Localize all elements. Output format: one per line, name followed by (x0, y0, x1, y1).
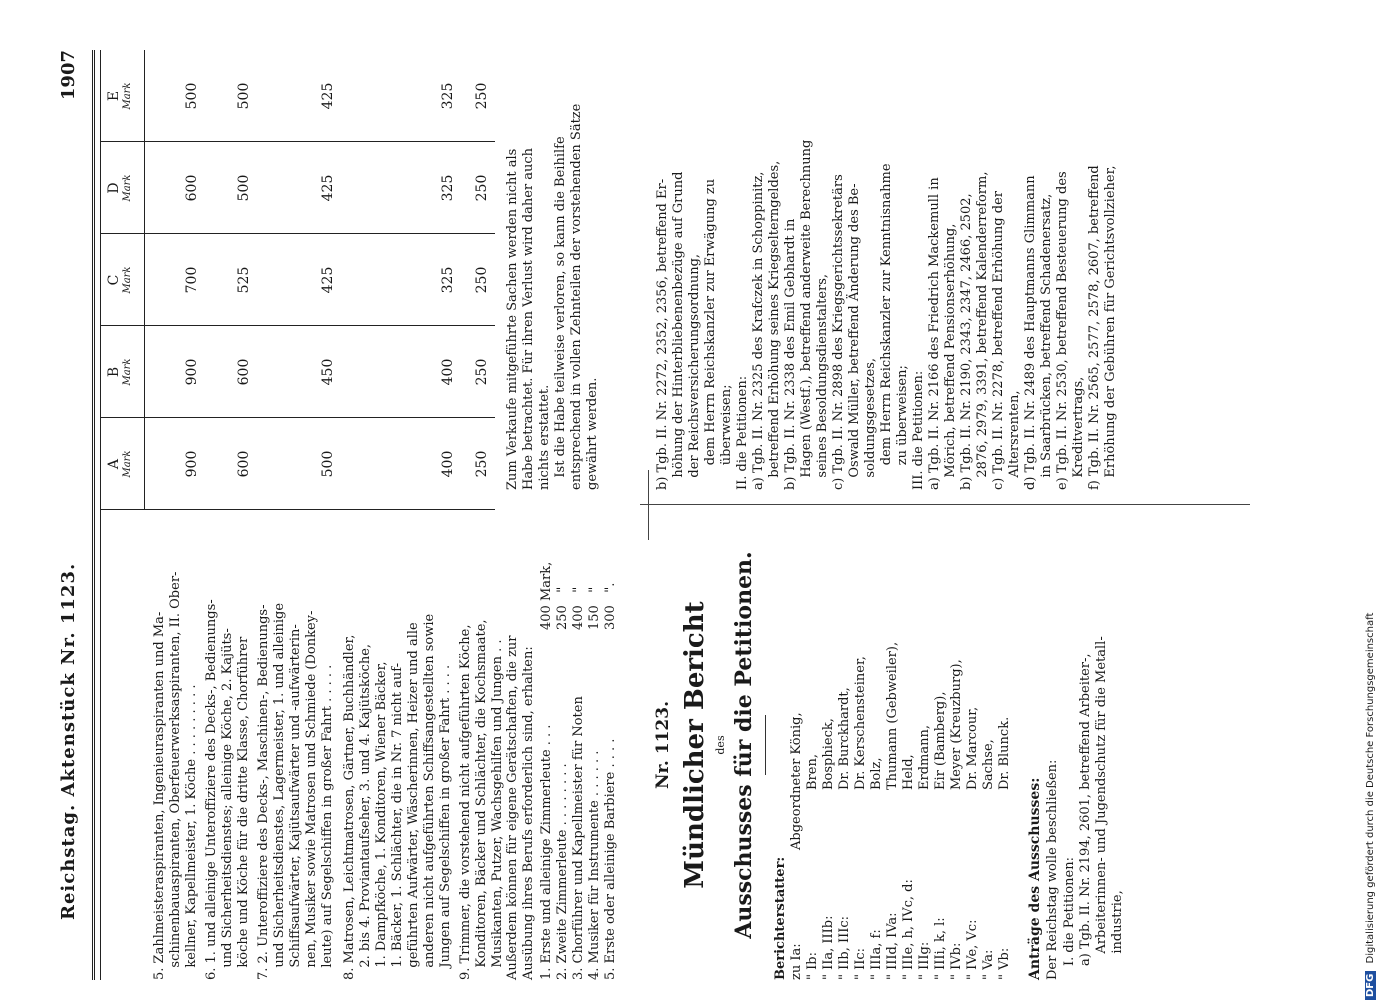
table-col-divider (100, 325, 495, 326)
table-row: 6. 1. und alleinige Unteroffiziere des Decks-, Bedienungs- und Sicherheitsdienstes; alleinige Köche, 2. Kajüts- köche und Köche für die dritte Klasse, Chorführer (204, 599, 251, 980)
table-top-rule (100, 50, 101, 980)
column-separator (640, 504, 1250, 505)
table-cell: 400 (440, 450, 456, 478)
table-col-divider (100, 509, 495, 510)
table-cell: 425 (320, 82, 336, 110)
reporter-key: " IIIi, k, l: (933, 917, 948, 980)
reporter-name: Held, (901, 754, 916, 790)
report-section (655, 510, 1126, 980)
loss-paragraph: Zum Verkaufe mitgeführte Sachen werden nicht als Habe betrachtet. Für ihren Verlust wird daher auch nichts erstattet. Ist die Habe teilweise verloren, so kann die Beihilfe entsprechend in vollen Zehnteilen der vorstehenden Sätze gewährt werden. (505, 103, 600, 490)
page-number: 1907 (58, 50, 79, 101)
table-header-rule (144, 50, 145, 510)
running-title: Reichstag. Aktenstück Nr. 1123. (58, 562, 79, 920)
table-cell: 250 (474, 358, 490, 386)
table-cell: 325 (440, 82, 456, 110)
reporter-name: Meyer (Kreuzburg), (949, 659, 964, 790)
table-cell: 900 (184, 358, 200, 386)
table-cell: 500 (236, 174, 252, 202)
table-cell: 600 (184, 174, 200, 202)
reporter-name: Dr. Burckhardt, (837, 687, 852, 790)
reporter-name: Bolz, (869, 757, 884, 790)
table-cell: 525 (236, 266, 252, 294)
reporter-name: Abgeordneter König, (789, 712, 804, 850)
table-cell: 900 (184, 450, 200, 478)
motions-item-a: a) Tgb. II. Nr. 2194, 2601, betreffend Arbeiter-, Arbeiterinnen- und Jugendschutz für die Metall- industrie, (1078, 636, 1125, 966)
list-item-amount: 400 " (571, 586, 586, 630)
report-des: des (714, 735, 727, 755)
table-cell: 500 (236, 82, 252, 110)
reporter-key: " IVe, Vc: (965, 919, 980, 980)
reporter-name: Dr. Marcour, (965, 706, 980, 790)
title-rule (765, 715, 766, 775)
table-row: 8. Matrosen, Leichtmatrosen, Gärtner, Buchhändler, 2. bis 4. Proviantaufseher, 3. und 4. Kajütsköche, 1. Dampfköche, 1. Konditoren, Wiener Bäcker, 1. Bäcker, 1. Schlächter, die in Nr. 7 nicht auf- geführten Aufwärter, Wäscherinnen, Heizer und alle anderen nicht aufgeführten Schiffsangestellten sowie Jungen auf Segelschiffen in großer Fahrt . . . . (342, 613, 453, 980)
header-rule (92, 50, 95, 980)
table-cell: 400 (440, 358, 456, 386)
table-cell: 450 (320, 358, 336, 386)
table-cell: 250 (474, 450, 490, 478)
reporter-name: Bren, (805, 754, 820, 790)
column-header-c: C Mark (106, 266, 133, 294)
list-item: 1. Erste und alleinige Zimmerleute . . . (539, 724, 554, 980)
reporter-key: " IIId, IVa: (885, 912, 900, 980)
reporter-name: Thumann (Gebweiler), (885, 641, 900, 790)
table-cell: 250 (474, 174, 490, 202)
table-cell: 600 (236, 358, 252, 386)
section-rule (648, 470, 649, 540)
extra-intro: Außerdem können für eigene Gerätschaften, die zur Ausübung ihres Berufs erforderlich sind, erhalten: (505, 635, 536, 980)
table-cell: 500 (184, 82, 200, 110)
list-item-amount: 400 Mark, (539, 561, 554, 630)
table-cell: 700 (184, 266, 200, 294)
reporter-key: " Va: (981, 949, 996, 980)
table-row: 9. Trimmer, die vorstehend nicht aufgeführten Köche, Konditoren, Bäcker und Schlächter, die Kochsmaate, Musikanten, Putzer, Wachsgehilfen und Jungen . . (458, 619, 505, 980)
table-cell: 425 (320, 174, 336, 202)
table-cell: 425 (320, 266, 336, 294)
reporter-key: " IIIe, h, IVc, d: (901, 879, 916, 980)
reporters-list (789, 510, 1019, 980)
report-subtitle: Ausschusses für die Petitionen. (731, 551, 757, 939)
reporter-key: " IIIa, f: (869, 929, 884, 980)
table-cell: 250 (474, 82, 490, 110)
list-item-amount: 300 ". (603, 582, 618, 630)
digitization-footer (1365, 613, 1376, 1000)
reporter-key: zu Ia: (789, 943, 804, 980)
reporter-name: Dr. Kerschensteiner, (853, 656, 868, 790)
column-header-a: A Mark (106, 450, 133, 478)
reporter-key: " Vb: (997, 947, 1012, 980)
dfg-logo-badge: DFG (1365, 971, 1376, 1000)
list-item: 2. Zweite Zimmerleute . . . . . . . . (555, 763, 570, 980)
column-header-b: B Mark (106, 358, 133, 386)
list-item: 4. Musiker für Instrumente . . . . . . (587, 750, 602, 980)
table-col-divider (100, 233, 495, 234)
table-cell: 250 (474, 266, 490, 294)
reporter-key: " IVb: (949, 942, 964, 980)
table-cell: 325 (440, 174, 456, 202)
page-header (52, 50, 92, 920)
motions-heading: Anträge des Ausschusses: (1027, 777, 1043, 980)
table-cell: 500 (320, 450, 336, 478)
column-header-e: E Mark (106, 82, 133, 110)
report-title: Mündlicher Bericht (680, 601, 710, 889)
table-cell: 600 (236, 450, 252, 478)
reporter-name: Eir (Bamberg), (933, 691, 948, 790)
reporter-key: " IIa, IIIb: (821, 915, 836, 980)
column-header-d: D Mark (106, 174, 133, 202)
table-row: 7. 2. Unteroffiziere des Decks-, Maschinen-, Bedienungs- und Sicherheitsdienstes, Lagermeister, 1. und alleinige Schiffsaufwärter, Kajütsaufwärter und -aufwärterin- nen, Musiker sowie Matrosen und Schmiede (Donkey- leute) auf Segelschiffen in großer Fahrt . . . . . (256, 602, 335, 980)
reporter-key: " IIIg: (917, 941, 932, 980)
table-row: 5. Zahlmeisteraspiranten, Ingenieuraspiranten und Ma- schinenbauaspiranten, Oberfeuerwerksaspiranten, II. Ober- kellner, Kapellmeister, 1. Köche . . . . . . . . . (152, 571, 199, 980)
motions-item-I: I. die Petitionen: (1062, 857, 1077, 966)
reporter-name: Sachse, (981, 739, 996, 790)
table-cell: 325 (440, 266, 456, 294)
table-col-divider (100, 417, 495, 418)
wage-table (100, 50, 505, 980)
reporter-name: Dr. Blunck. (997, 716, 1012, 790)
list-item-amount: 150 " (587, 586, 602, 630)
extra-allowances (505, 510, 621, 980)
reporters-heading: Berichterstatter: (773, 856, 788, 980)
reporter-key: " IIc: (853, 947, 868, 980)
list-item: 5. Erste oder alleinige Barbiere . . . . (603, 738, 618, 980)
petitions-column: b) Tgb. II. Nr. 2272, 2352, 2356, betreffend Er- höhung der Hinterbliebenenbezüge auf Grund der Reichsversicherungsordnung, dem Herrn Reichskanzler zur Erwägung zu überweisen; II. die Petitionen: a) Tgb. II. Nr. 2325 des Krafczek in Schoppinitz, betreffend Erhöhung seines Kriegselterngeldes, b) Tgb. II. Nr. 2338 des Emil Gebhardt in Hagen (Westf.), betreffend anderweite Berechnung seines Besoldungsdienstalters, c) Tgb. II. Nr. 2898 des Kriegsgerichtssekretärs Oswald Müller, betreffend Änderung des Be- soldungsgesetzes, dem Herrn Reichskanzler zur Kenntnisnahme zu überweisen; III. die Petitionen: a) Tgb. II. Nr. 2166 des Friedrich Mackemull in Mörich, betreffend Pensionserhöhung, b) Tgb. II. Nr. 2190, 2343, 2347, 2466, 2502, 2876, 2979, 3391, betreffend Kalenderreform, c) Tgb. II. Nr. 2278, betreffend Erhöhung der Altersrenten, d) Tgb. II. Nr. 2489 des Hauptmanns Glimmann in Saarbrücken, betreffend Schadenersatz, e) Tgb. II. Nr. 2530, betreffend Besteuerung des Kreditvertrags, f) Tgb. II. Nr. 2565, 2577, 2578, 2607, betreffend Erhöhung der Gebühren für Gerichtsvollzieher, (655, 139, 1118, 490)
reporter-key: " Ib: (805, 952, 820, 980)
reporter-name: Bosphieck, (821, 718, 836, 790)
footer-text: Digitalisierung gefördert durch die Deutsche Forschungsgemeinschaft (1365, 612, 1376, 964)
reporter-name: Erdmann, (917, 725, 932, 790)
motions-intro: Der Reichstag wolle beschließen: (1045, 759, 1060, 980)
reporter-key: " IIb, IIIc: (837, 915, 852, 980)
list-item: 3. Chorführer und Kapellmeister für Noten (571, 696, 586, 980)
report-number: Nr. 1123. (653, 701, 673, 790)
list-item-amount: 250 " (555, 586, 570, 630)
table-col-divider (100, 141, 495, 142)
extra-list (537, 510, 621, 980)
